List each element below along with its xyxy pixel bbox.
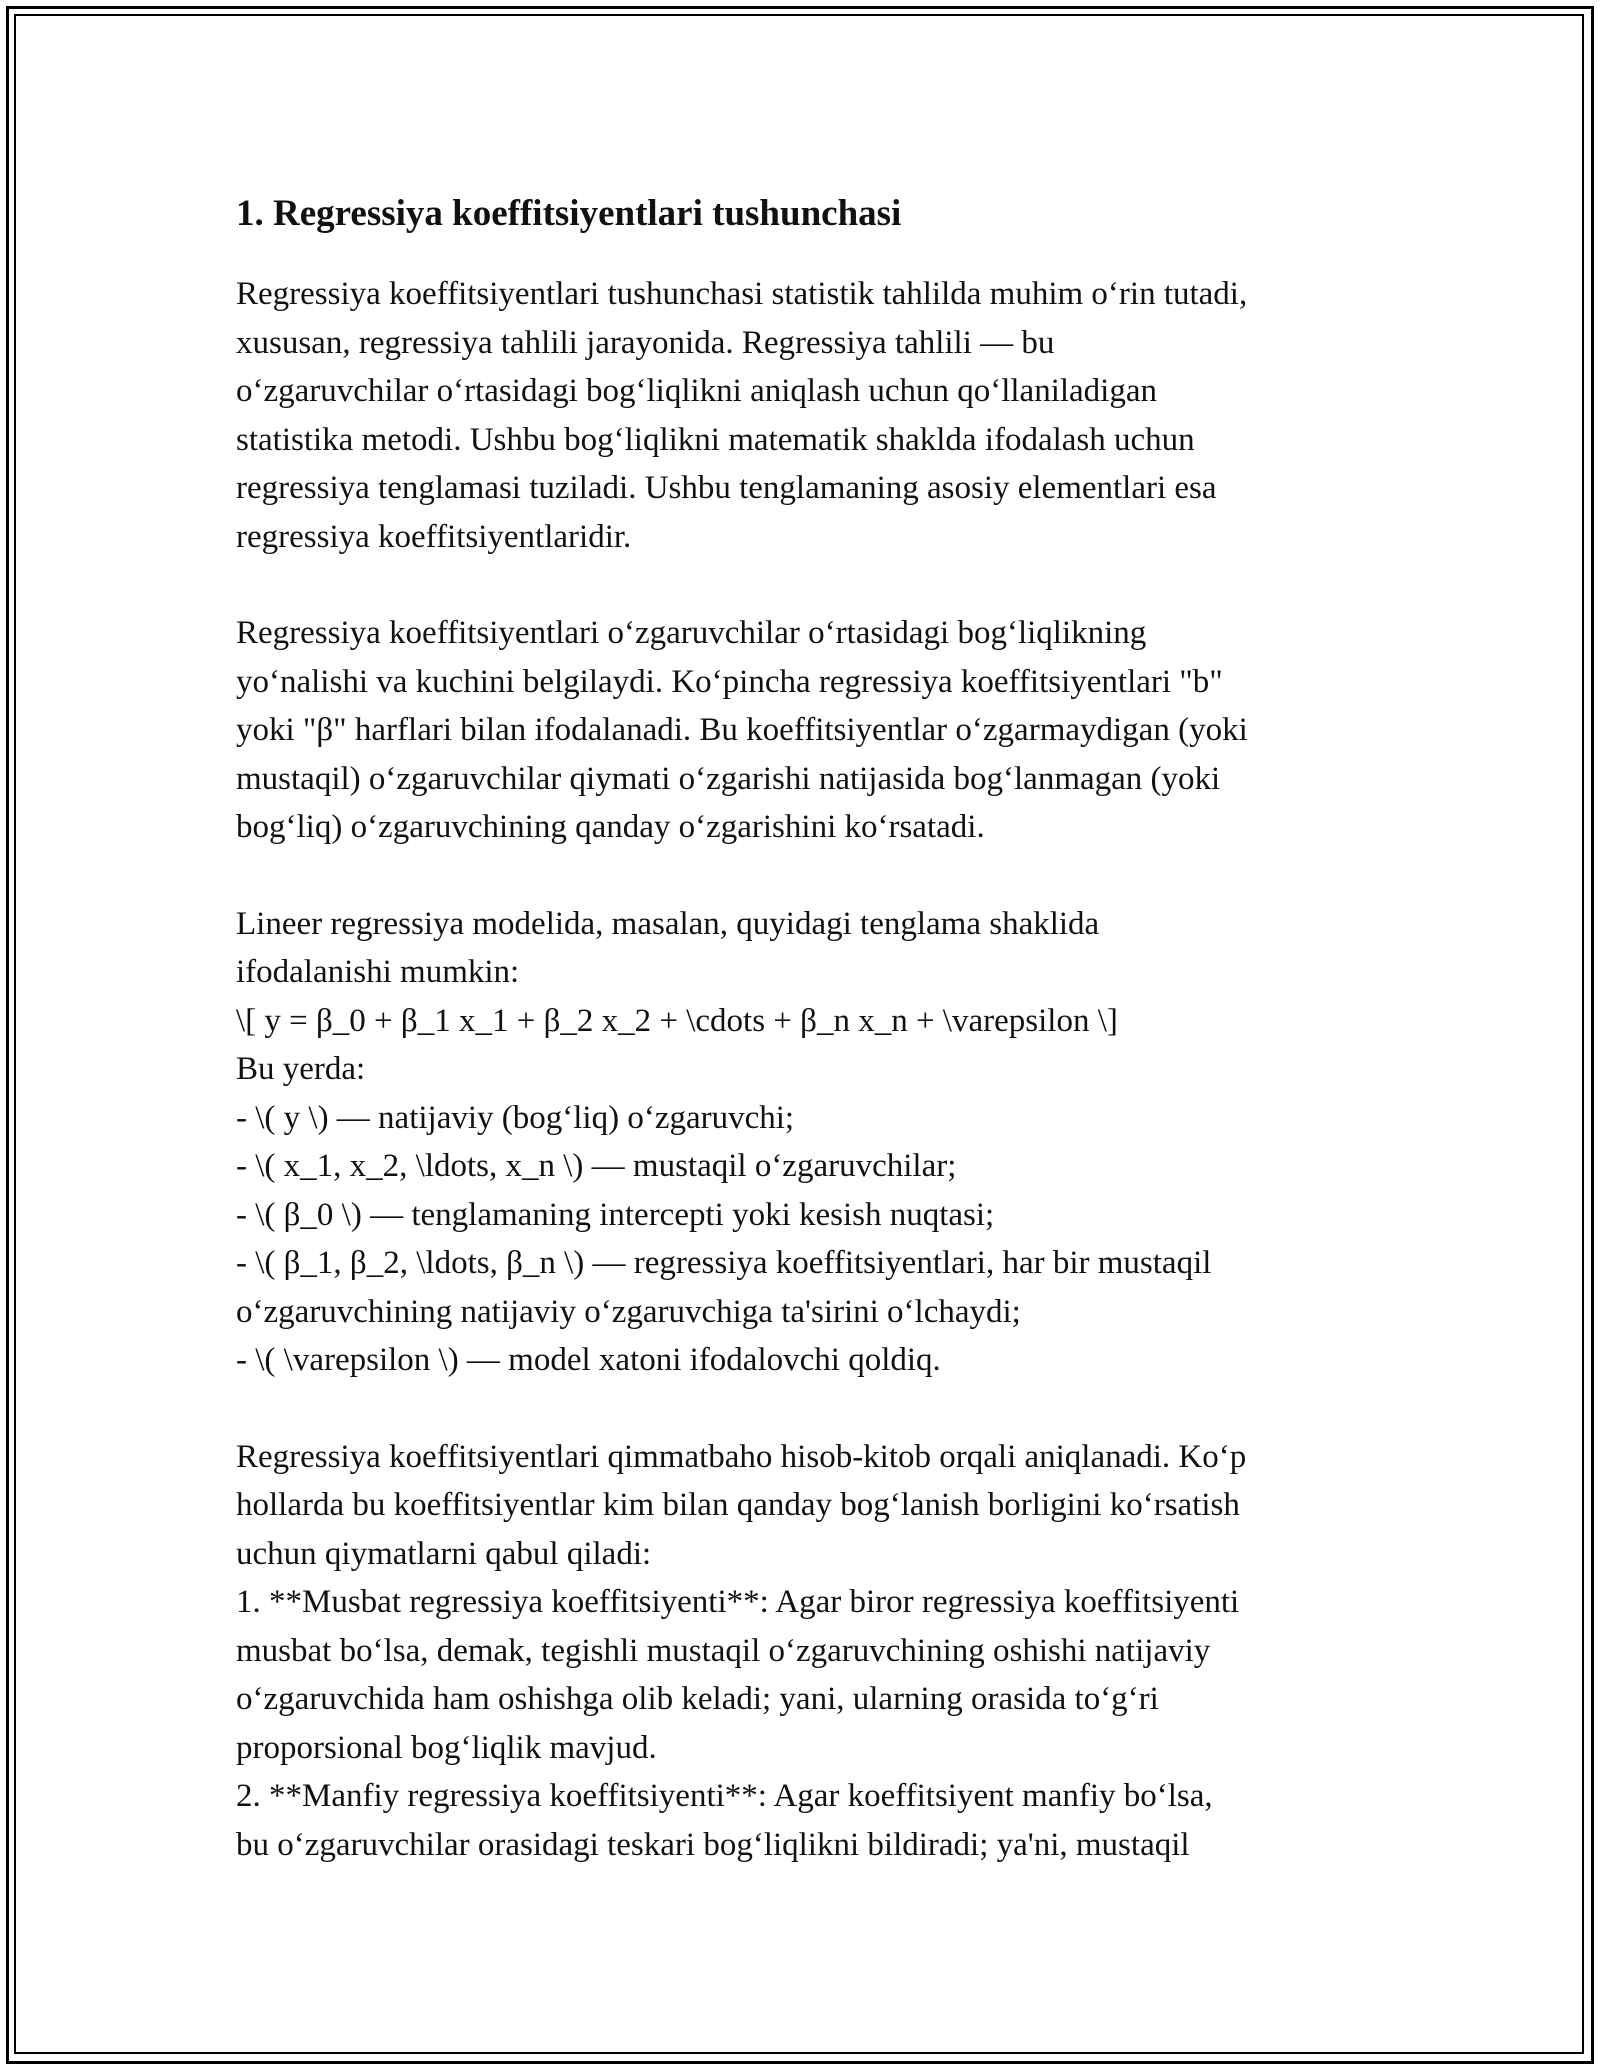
text-line: xususan, regressiya tahlili jarayonida. Regressiya tahlili — bu <box>236 324 1055 361</box>
paragraph-intro <box>236 270 1376 561</box>
text-line: ifodalanishi mumkin: <box>236 954 520 990</box>
text-line: uchun qiymatlarni qabul qiladi: <box>236 1535 652 1572</box>
text-line: bu o‘zgaruvchilar orasidagi teskari bog‘liqlikni bildiradi; ya'ni, mustaqil <box>236 1826 1190 1863</box>
text-line: o‘zgaruvchida ham oshishga olib keladi; yani, ularning orasida to‘g‘ri <box>236 1681 1159 1717</box>
paragraph-coefficient-signs <box>236 1433 1376 1870</box>
text-line: musbat bo‘lsa, demak, tegishli mustaqil o‘zgaruvchining oshishi natijaviy <box>236 1632 1211 1669</box>
text-line: bog‘liq) o‘zgaruvchining qanday o‘zgarishini ko‘rsatadi. <box>236 809 985 845</box>
paragraph-coefficients-role <box>236 609 1376 852</box>
text-line: Regressiya koeffitsiyentlari o‘zgaruvchilar o‘rtasidagi bog‘liqlikning <box>236 615 1147 651</box>
numbered-item: 1. **Musbat regressiya koeffitsiyenti**: Agar biror regressiya koeffitsiyenti <box>236 1584 1240 1620</box>
text-line: mustaqil) o‘zgaruvchilar qiymati o‘zgarishi natijasida bog‘lanmagan (yoki <box>236 760 1221 797</box>
definition-item: - \( \varepsilon \) — model xatoni ifodalovchi qoldiq. <box>236 1342 941 1378</box>
text-line: yo‘nalishi va kuchini belgilaydi. Ko‘pincha regressiya koeffitsiyentlari "b" <box>236 663 1223 700</box>
text-line: Lineer regressiya modelida, masalan, quyidagi tenglama shaklida <box>236 905 1100 942</box>
numbered-item: 2. **Manfiy regressiya koeffitsiyenti**: Agar koeffitsiyent manfiy bo‘lsa, <box>236 1778 1213 1814</box>
equation-line: \[ y = β_0 + β_1 x_1 + β_2 x_2 + \cdots + β_n x_n + \varepsilon \] <box>236 1002 1118 1039</box>
definition-item: - \( y \) — natijaviy (bog‘liq) o‘zgaruvchi; <box>236 1099 795 1136</box>
text-line: yoki "β" harflari bilan ifodalanadi. Bu koeffitsiyentlar o‘zgarmaydigan (yoki <box>236 712 1248 748</box>
paragraph-linear-model <box>236 900 1376 1385</box>
text-line: proporsional bog‘liqlik mavjud. <box>236 1729 657 1766</box>
definition-item: - \( β_0 \) — tenglamaning intercepti yoki kesish nuqtasi; <box>236 1196 995 1233</box>
text-line: Regressiya koeffitsiyentlari tushunchasi statistik tahlilda muhim o‘rin tutadi, <box>236 276 1248 312</box>
section-heading: 1. Regressiya koeffitsiyentlari tushunchasi <box>236 193 902 234</box>
text-line: Bu yerda: <box>236 1051 366 1087</box>
text-line: regressiya tenglamasi tuziladi. Ushbu tenglamaning asosiy elementlari esa <box>236 470 1217 506</box>
definition-item: - \( β_1, β_2, \ldots, β_n \) — regressiya koeffitsiyentlari, har bir mustaqil <box>236 1245 1212 1281</box>
text-line: o‘zgaruvchining natijaviy o‘zgaruvchiga ta'sirini o‘lchaydi; <box>236 1293 1021 1330</box>
text-line: statistika metodi. Ushbu bog‘liqlikni matematik shaklda ifodalash uchun <box>236 421 1195 458</box>
text-line: Regressiya koeffitsiyentlari qimmatbaho hisob-kitob orqali aniqlanadi. Ko‘p <box>236 1438 1247 1475</box>
text-line: o‘zgaruvchilar o‘rtasidagi bog‘liqlikni aniqlash uchun qo‘llaniladigan <box>236 373 1157 409</box>
text-line: hollarda bu koeffitsiyentlar kim bilan qanday bog‘lanish borligini ko‘rsatish <box>236 1487 1240 1523</box>
text-line: regressiya koeffitsiyentlaridir. <box>236 518 632 555</box>
definition-item: - \( x_1, x_2, \ldots, x_n \) — mustaqil o‘zgaruvchilar; <box>236 1148 957 1184</box>
document-page <box>236 186 1376 1917</box>
